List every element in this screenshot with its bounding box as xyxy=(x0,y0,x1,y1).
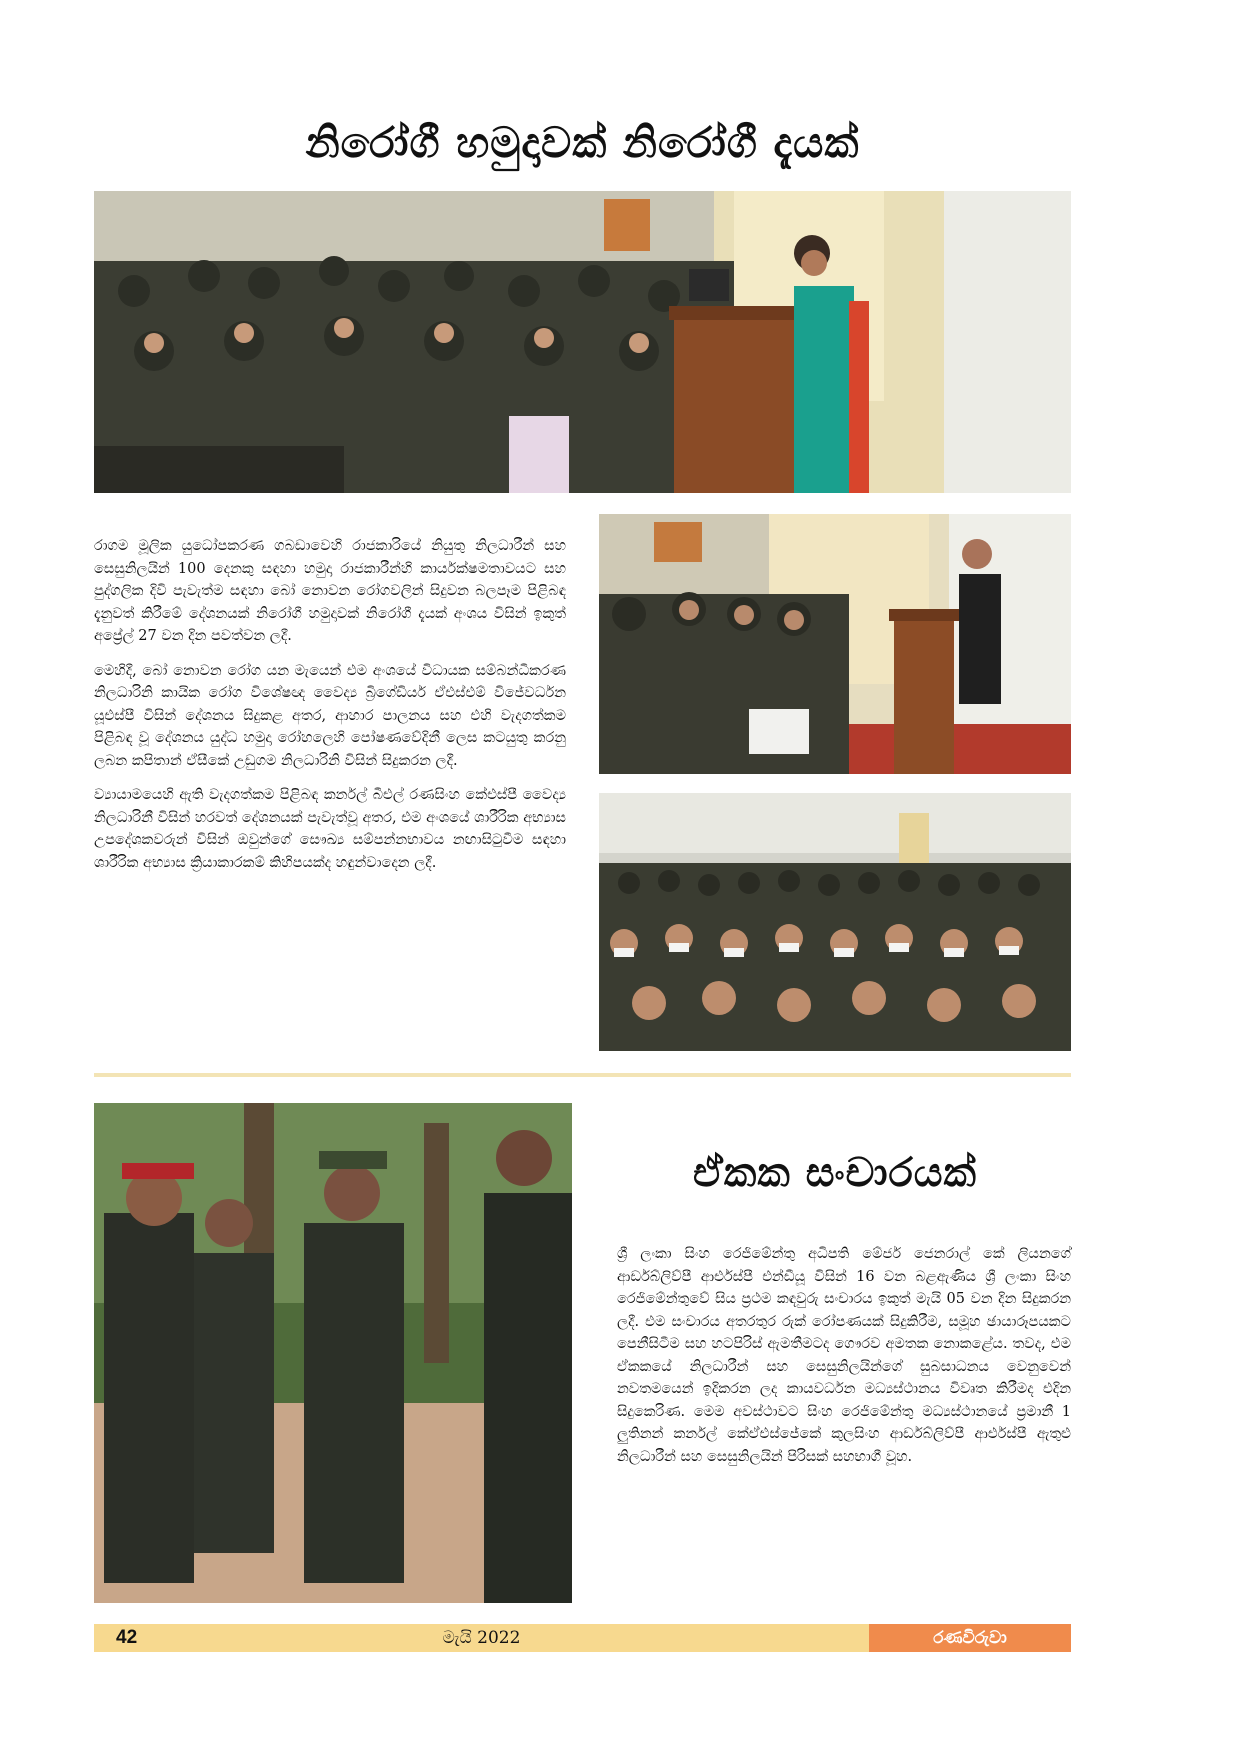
magazine-name: රණවිරුවා xyxy=(933,1628,1007,1648)
article-title-healthy-army: නිරෝගී හමුදාවක් නිරෝගී දැයක් xyxy=(305,118,860,167)
speaker-podium-photo xyxy=(599,514,1071,774)
page-number: 42 xyxy=(116,1627,138,1648)
handshake-photo xyxy=(94,1103,572,1603)
soldiers-exercise-photo xyxy=(599,793,1071,1051)
article2-paragraph-1: ශ්‍රී ලංකා සිංහ රෙජිමේන්තු අධිපති මේජර් ජෙනරාල් කේ ලියනගේ ආර්ඩබ්ලිව්පී ආර්එස්පී එන්ඩීයූ විසින් 16 වන බළඇණිය ශ්‍රී ලංකා සිංහ රෙජිමේන්තුවේ සිය ප්‍රථම කඳවුරු සංචාරය ඉකුත් මැයි 05 වන දින සිදුකරන ලදී. එම සංචාරය අතරතුර රුක් රෝපණයක් සිදුකිරීම, සමූහ ඡායාරූපයකට පෙනීසිටීම සහ හටපිරිස් ඇමතීමටද ගෞරව අමතක නොකළේය. තවද, එම ඒකකයේ නිලධාරීන් සහ සෙසුනිලයින්ගේ සුබසාධනය වෙනුවෙන් නවතමයෙන් ඉදිකරන ලද කායවර්ධන මධ්‍යස්ථානය විවෘත කිරීමද එදින සිදුකෙරිණ. මෙම අවස්ථාවට සිංහ රෙජිමේන්තු මධ්‍යස්ථානයේ ප්‍රමානී 1 ලුතිනන් කර්නල් කේඒඑස්ජේකේ කුලසිංහ ආර්ඩබ්ලිව්පී ආර්එස්පී ඇතුළු නිලධාරීන් සහ සෙසුනිලයින් පිරිසක් සහභාගී වූහ. xyxy=(617,1246,1071,1465)
issue-date: මැයි 2022 xyxy=(442,1628,521,1648)
section-divider xyxy=(94,1073,1071,1077)
article1-body xyxy=(94,535,566,886)
article1-paragraph-2: මෙහිදී, බෝ නොවන රෝග යන මැයෙන් එම අංශයේ විධායක සම්බන්ධීකරණ නිලධාරිනි කායික රෝග විශේෂඥ වෛද්‍ය බ්‍රිගේඩියර් ඒඑස්එම් විජේවර්ධන යූඑස්පී විසින් දේශනය සිදුකළ අතර, ආහාර පාලනය සහ එහි වැදගත්කම පිළිබඳ වූ දේශනය යුද්ධ හමුදා රෝහලෙහි පෝෂණවේදිනී ලෙස කටයුතු කරනු ලබන කපිතාන් ඒසීකේ උඩුගම නිලධාරිනි විසින් සිදුකරන ලදී. xyxy=(94,662,566,769)
page-footer xyxy=(94,1624,1071,1652)
article-title-unit-visit: ඒකක සංචාරයක් xyxy=(693,1150,977,1196)
lecture-hall-photo xyxy=(94,191,1071,493)
article2-body xyxy=(617,1243,1071,1480)
article1-paragraph-3: ව්‍යායාමයෙහි ඇති වැදගත්කම පිළිබඳ කර්නල් බීඑල් රණසිංහ කේඑස්පී වෛද්‍ය නිලධාරිනී විසින් හරවත් දේශනයක් පැවැත්වූ අතර, එම අංශයේ ශාරීරික අභ්‍යාස උපදේශකවරුන් විසින් ඔවුන්ගේ සෞඛ්‍ය සම්පන්නභාවය නඟාසිටුවීම සඳහා ශාරීරික අභ්‍යාස ක්‍රියාකාරකම් කිහිපයක්ද හඳුන්වාදෙන ලදී. xyxy=(94,787,566,871)
article1-paragraph-1: රාගම මූලික යුධෝපකරණ ගබඩාවෙහි රාජකාරියේ නියුතු නිලධාරීන් සහ සෙසුනිලයින් 100 දෙනකු සඳහා හමුදා රාජකාරීන්හි කාර්යක්ෂමතාවයට සහ පුද්ගලික දිවි පැවැත්ම සඳහා බෝ නොවන රෝගවලින් සිදුවන බලපෑම පිළිබඳ දැනුවත් කිරීමේ දේශනයක් නිරෝගී හමුදාවක් නිරෝගී දැයක් අංශය විසින් ඉකුත් අප්‍රේල් 27 වන දින පවත්වන ලදී. xyxy=(94,538,566,644)
